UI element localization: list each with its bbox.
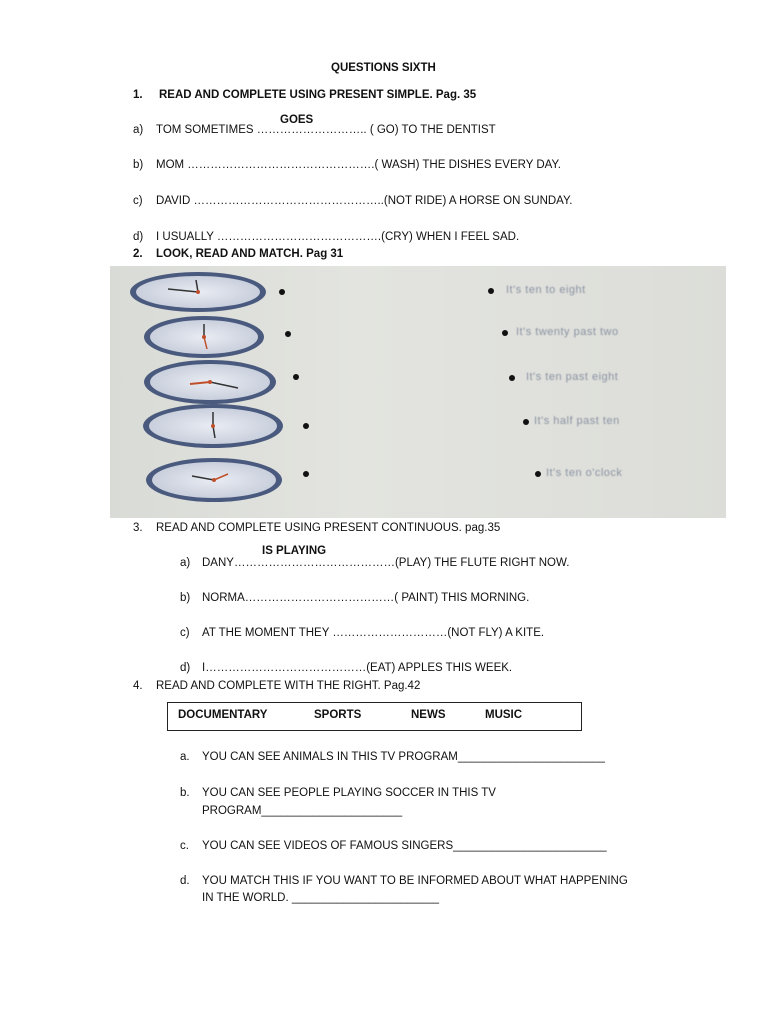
- clock-5-icon: [146, 458, 282, 502]
- q3-item-c-label: c): [180, 627, 190, 639]
- q1-item-b-label: b): [133, 159, 144, 171]
- q3-number: 3.: [133, 522, 143, 534]
- q1-item-a-text: TOM SOMETIMES ……………………….. ( GO) TO THE DENTIST: [156, 124, 496, 136]
- q4-item-c-line1: YOU CAN SEE VIDEOS OF FAMOUS SINGERS________________________: [202, 840, 607, 852]
- q1-example: GOES: [280, 114, 314, 126]
- q3-item-a-label: a): [180, 557, 191, 569]
- q4-item-b-line2: PROGRAM______________________: [202, 805, 403, 817]
- q2-heading: LOOK, READ AND MATCH. Pag 31: [156, 248, 344, 260]
- q3-item-d-label: d): [180, 662, 191, 674]
- clock-1-icon: [130, 272, 266, 312]
- q3-item-a-text: DANY……………………………………(PLAY) THE FLUTE RIGHT NOW.: [202, 557, 570, 569]
- word-bank-box: [167, 702, 582, 731]
- q1-item-c-label: c): [133, 195, 143, 207]
- q1-item-d-label: d): [133, 231, 144, 243]
- q1-item-b-text: MOM ………………………………………….( WASH) THE DISHES EVERY DAY.: [156, 159, 561, 171]
- sentence-4: It's half past ten: [534, 415, 620, 427]
- word-bank-documentary: DOCUMENTARY: [178, 709, 268, 721]
- word-bank-news: NEWS: [411, 709, 446, 721]
- q4-number: 4.: [133, 680, 143, 692]
- sentence-1: It's ten to eight: [506, 284, 586, 296]
- clock-matching-photo: [110, 266, 726, 518]
- sentence-3: It's ten past eight: [526, 371, 619, 383]
- q4-item-c-label: c.: [180, 840, 189, 852]
- clocks-illustration: [110, 266, 726, 518]
- q3-item-b-label: b): [180, 592, 191, 604]
- q4-item-d-line2: IN THE WORLD. _______________________: [202, 892, 439, 904]
- q1-heading: READ AND COMPLETE USING PRESENT SIMPLE. Pag. 35: [159, 89, 477, 101]
- word-bank-sports: SPORTS: [314, 709, 362, 721]
- q4-heading: READ AND COMPLETE WITH THE RIGHT. Pag.42: [156, 680, 421, 692]
- clock-4-icon: [143, 404, 283, 448]
- q2-number: 2.: [133, 248, 143, 260]
- word-bank-music: MUSIC: [485, 709, 523, 721]
- q4-item-b-line1: YOU CAN SEE PEOPLE PLAYING SOCCER IN THIS TV: [202, 787, 496, 799]
- q1-item-c-text: DAVID …………………………………………..(NOT RIDE) A HORSE ON SUNDAY.: [156, 195, 573, 207]
- sentence-2: It's twenty past two: [516, 326, 619, 338]
- sentence-5: It's ten o'clock: [546, 467, 623, 479]
- q3-item-c-text: AT THE MOMENT THEY …………………………(NOT FLY) A KITE.: [202, 627, 545, 639]
- q1-item-a-label: a): [133, 124, 144, 136]
- q1-item-d-text: I USUALLY …………………………………….(CRY) WHEN I FEEL SAD.: [156, 231, 520, 243]
- q4-item-a-line1: YOU CAN SEE ANIMALS IN THIS TV PROGRAM_______________________: [202, 751, 605, 763]
- q3-example: IS PLAYING: [262, 545, 327, 557]
- page-title: QUESTIONS SIXTH: [331, 62, 436, 74]
- q3-heading: READ AND COMPLETE USING PRESENT CONTINUOUS. pag.35: [156, 522, 501, 534]
- q4-item-b-label: b.: [180, 787, 190, 799]
- q3-item-d-text: I……………………………………(EAT) APPLES THIS WEEK.: [202, 662, 513, 674]
- q4-item-a-label: a.: [180, 751, 190, 763]
- q4-item-d-label: d.: [180, 875, 190, 887]
- clock-3-icon: [144, 360, 276, 404]
- q3-item-b-text: NORMA…………………………………( PAINT) THIS MORNING.: [202, 592, 530, 604]
- q4-item-d-line1: YOU MATCH THIS IF YOU WANT TO BE INFORMED ABOUT WHAT HAPPENING: [202, 875, 628, 887]
- clock-2-icon: [144, 316, 264, 358]
- q1-number: 1.: [133, 89, 143, 101]
